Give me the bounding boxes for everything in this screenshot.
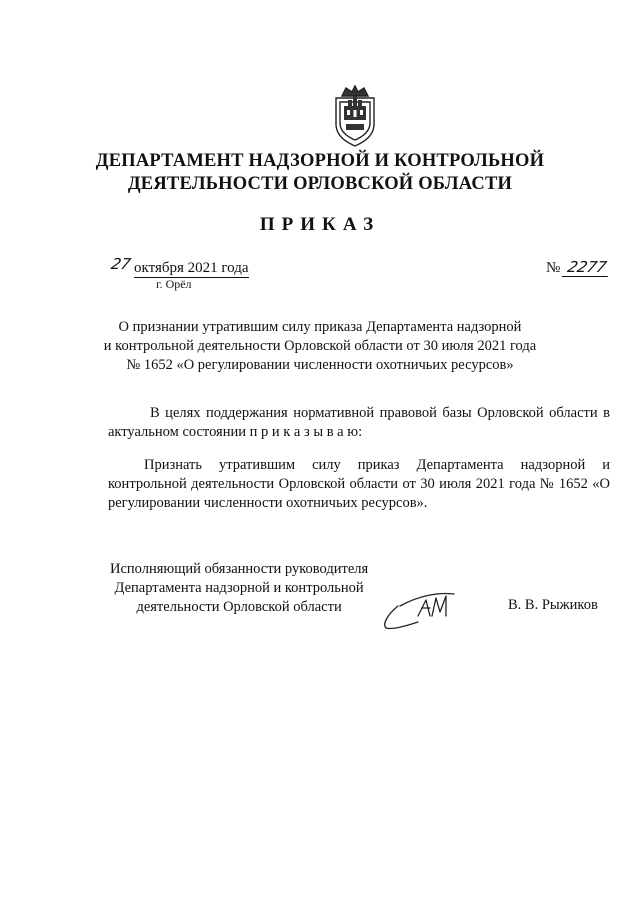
- body-paragraph-2: Признать утратившим силу приказ Департамента надзорной и контрольной деятельности Орловской области от 30 июля 2021 года № 1652 «О регулировании численности охотничьих ресурсов».: [108, 457, 610, 511]
- signatory-position-line2: Департамента надзорной и контрольной: [114, 580, 364, 596]
- order-number-prefix: №: [546, 260, 561, 276]
- order-number-handwritten: 2277: [562, 258, 613, 277]
- order-city: г. Орёл: [156, 277, 192, 291]
- department-title-line1: ДЕПАРТАМЕНТ НАДЗОРНОЙ И КОНТРОЛЬНОЙ: [95, 151, 545, 171]
- order-date: [108, 255, 249, 277]
- order-day-handwritten: 27: [109, 255, 133, 273]
- order-subject: [100, 318, 540, 375]
- department-title-line2: ДЕЯТЕЛЬНОСТИ ОРЛОВСКОЙ ОБЛАСТИ: [127, 174, 513, 194]
- body-paragraph-1: В целях поддержания нормативной правовой базы Орловской области в актуальном состоянии п р и к а з ы в а ю:: [108, 405, 610, 440]
- department-title: [0, 150, 640, 196]
- coat-of-arms-icon: [328, 82, 382, 148]
- signatory-position-line1: Исполняющий обязанности руководителя: [110, 561, 369, 577]
- subject-line1: О признании утратившим силу приказа Департамента надзорной: [118, 319, 522, 335]
- order-number: [546, 258, 610, 277]
- handwritten-signature-icon: [378, 586, 462, 634]
- subject-line3: № 1652 «О регулировании численности охотничьих ресурсов»: [126, 357, 514, 373]
- signer-name: В. В. Рыжиков: [508, 597, 598, 613]
- signatory-position-line3: деятельности Орловской области: [136, 599, 342, 615]
- order-date-text: октября 2021 года: [134, 260, 249, 276]
- subject-line2: и контрольной деятельности Орловской области от 30 июля 2021 года: [103, 338, 537, 354]
- signatory-position: [110, 560, 368, 617]
- order-title: ПРИКАЗ: [259, 214, 381, 235]
